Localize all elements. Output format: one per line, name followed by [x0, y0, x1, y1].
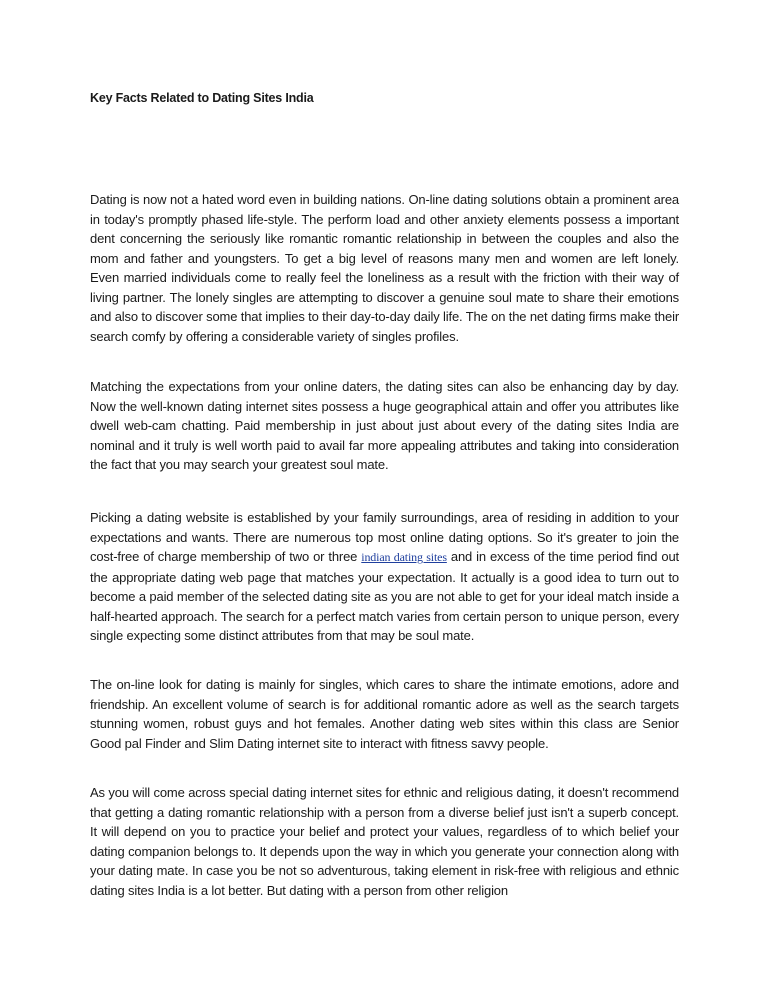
paragraph-3-text-end: and in excess of the time period find out the appropriate dating web page that matches your expectation. It actually is a good idea to turn out to become a paid member of the selected dating site as you are not able to get for your ideal match inside a half-hearted approach. The search for a perfect match varies from certain person to unique person, every single expecting some distinct attributes from that may be soul mate.: [90, 549, 679, 643]
paragraph-1: Dating is now not a hated word even in building nations. On-line dating solutions obtain a prominent area in today's promptly phased life-style. The perform load and other anxiety elements possess a important dent concerning the seriously like romantic romantic relationship in between the couples and also the mom and father and youngsters. To get a big level of reasons many men and women are left lonely. Even married individuals come to really feel the loneliness as a result with the friction with their way of living partner. The lonely singles are attempting to discover a genuine soul mate to share their emotions and also to discover some that implies to their day-to-day daily life. The on the net dating firms make their search comfy by offering a considerable variety of singles profiles.: [90, 192, 679, 344]
paragraph-5: As you will come across special dating internet sites for ethnic and religious dating, it doesn't recommend that getting a dating romantic relationship with a person from a diverse belief just isn't a superb concept. It will depend on you to practice your belief and protect your values, regardless of to which belief your dating companion belongs to. It depends upon the way in which you generate your connection along with your dating mate. In case you be not so adventurous, taking element in risk-free with religious and ethnic dating sites India is a lot better. But dating with a person from other religion: [90, 785, 679, 898]
document-title: Key Facts Related to Dating Sites India: [90, 91, 314, 105]
paragraph-3-text-start: Picking a dating website is established by your family surroundings, area of residing in addition to your expectations and wants. There are numerous top most online dating options. So it's greater to join the cost-free of charge membership of two or three: [90, 510, 679, 564]
indian-dating-sites-link[interactable]: indian dating sites: [361, 550, 447, 564]
paragraph-2: Matching the expectations from your online daters, the dating sites can also be enhancing day by day. Now the well-known dating internet sites possess a huge geographical attain and offer you attributes like dwell web-cam chatting. Paid membership in just about just about every of the dating sites India are nominal and it truly is well worth paid to avail far more appealing attributes and taking into consideration the fact that you may search your greatest soul mate.: [90, 379, 679, 472]
paragraph-3: [90, 508, 679, 646]
paragraph-4: The on-line look for dating is mainly for singles, which cares to share the intimate emotions, adore and friendship. An excellent volume of search is for additional romantic adore as well as the search targets stunning women, robust guys and hot females. Another dating web sites within this class are Senior Good pal Finder and Slim Dating internet site to interact with fitness savvy people.: [90, 677, 679, 751]
